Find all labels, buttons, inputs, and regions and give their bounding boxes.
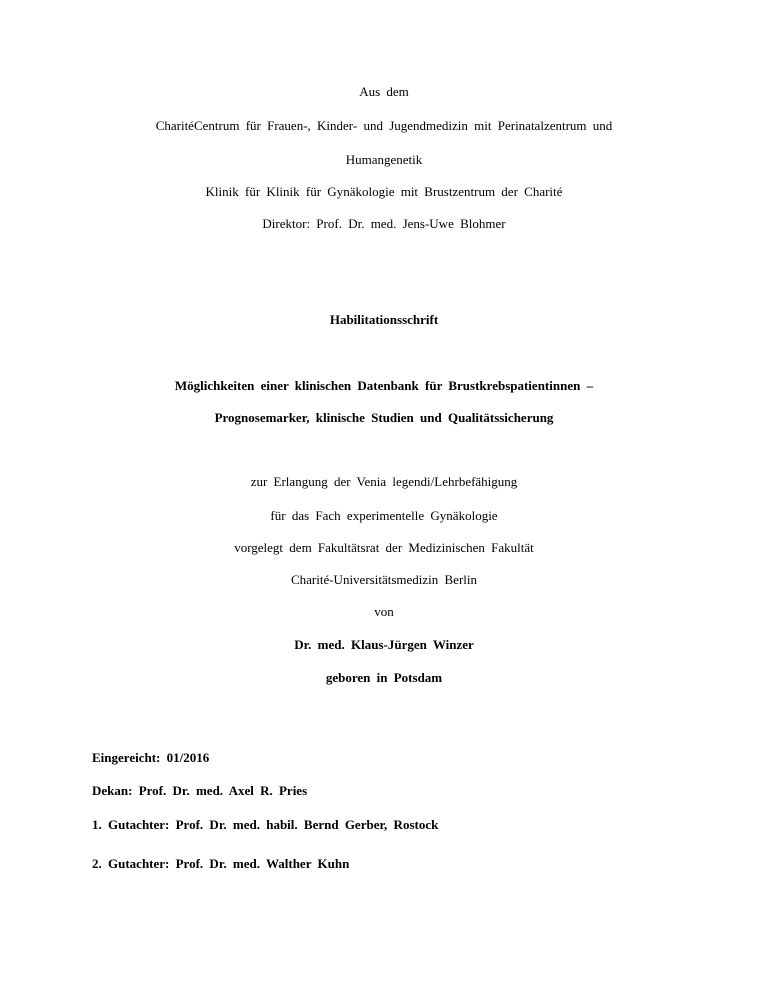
header-humangenetik: Humangenetik: [345, 152, 423, 167]
header-klinik: Klinik für Klinik für Gynäkologie mit Brustzentrum der Charité: [205, 184, 563, 199]
document-type: Habilitationsschrift: [329, 312, 439, 327]
author-name: Dr. med. Klaus-Jürgen Winzer: [294, 637, 474, 652]
header-director: Direktor: Prof. Dr. med. Jens-Uwe Blohmer: [262, 216, 506, 231]
purpose-line-1: zur Erlangung der Venia legendi/Lehrbefähigung: [250, 474, 518, 489]
reviewer-2: 2. Gutachter: Prof. Dr. med. Walther Kuhn: [92, 856, 350, 871]
thesis-title-line-2: Prognosemarker, klinische Studien und Qualitätssicherung: [214, 410, 554, 425]
thesis-title-line-1: Möglichkeiten einer klinischen Datenbank für Brustkrebspatientinnen –: [174, 378, 594, 393]
purpose-line-2: für das Fach experimentelle Gynäkologie: [270, 508, 498, 523]
dean: Dekan: Prof. Dr. med. Axel R. Pries: [92, 783, 308, 798]
header-centrum: CharitéCentrum für Frauen-, Kinder- und Jugendmedizin mit Perinatalzentrum und: [155, 118, 613, 133]
header-origin: Aus dem: [359, 84, 409, 99]
author-birthplace: geboren in Potsdam: [325, 670, 443, 685]
purpose-line-3: vorgelegt dem Fakultätsrat der Medizinischen Fakultät: [234, 540, 534, 555]
purpose-line-5: von: [374, 604, 394, 619]
submission-date: Eingereicht: 01/2016: [92, 750, 210, 765]
purpose-line-4: Charité-Universitätsmedizin Berlin: [290, 572, 478, 587]
reviewer-1: 1. Gutachter: Prof. Dr. med. habil. Bernd Gerber, Rostock: [92, 817, 439, 832]
